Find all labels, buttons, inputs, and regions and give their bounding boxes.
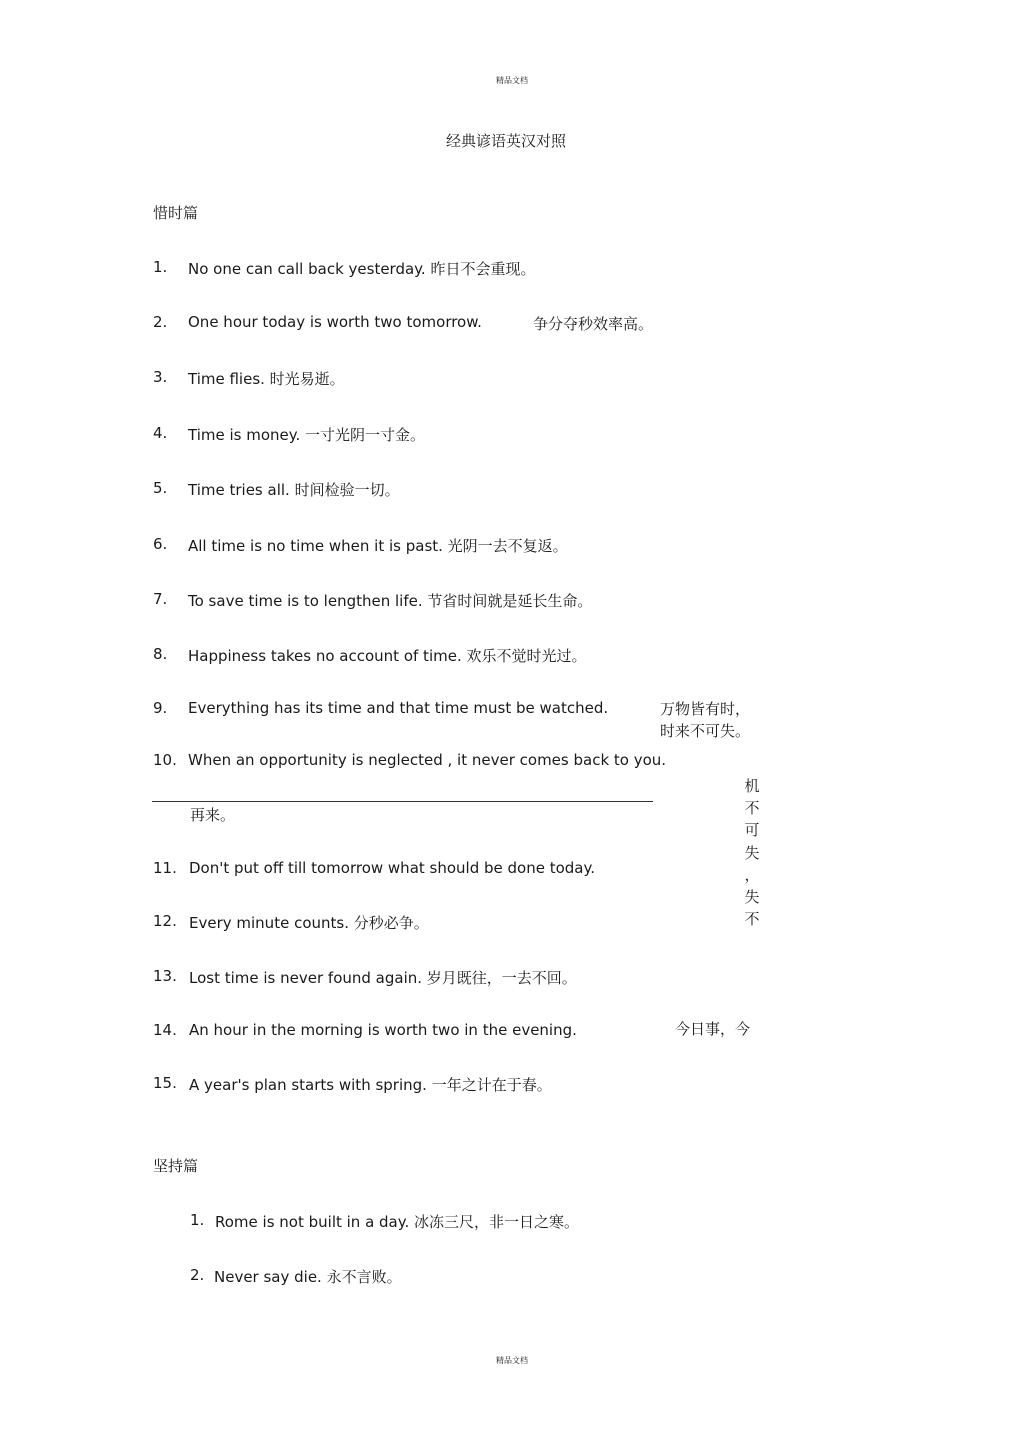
item-number: 13. [153,967,177,985]
item-text: Never say die. 永不言败。 [214,1268,402,1286]
item-text: An hour in the morning is worth two in the evening. [189,1021,577,1039]
vertical-char: 可 [744,821,760,839]
item-number: 2. [190,1266,205,1284]
document-title: 经典谚语英汉对照 [445,132,566,150]
item-text: Don't put off till tomorrow what should be done today. [189,859,595,877]
item-translation: 今日事，今 [675,1020,751,1038]
item-text: Lost time is never found again. 岁月既往，一去不回。 [189,969,577,987]
item-text: No one can call back yesterday. 昨日不会重现。 [188,260,536,278]
item-number: 12. [153,912,177,930]
item-number: 9. [153,699,168,717]
vertical-char: 失 [744,888,760,906]
item-number: 6. [153,535,168,553]
section-heading-time: 惜时篇 [153,204,199,222]
item-number: 14. [153,1021,177,1039]
page-header: 精品文档 [496,76,528,85]
underline-rule [152,801,653,802]
item-text: A year's plan starts with spring. 一年之计在于春。 [189,1076,552,1094]
section-heading-persistence: 坚持篇 [153,1157,199,1175]
item-translation: 时来不可失。 [660,722,751,740]
item-number: 3. [153,368,168,386]
item-number: 15. [153,1074,177,1092]
item-text: Time is money. 一寸光阴一寸金。 [188,426,426,444]
item-text: One hour today is worth two tomorrow. [188,313,482,331]
vertical-char: 不 [744,799,760,817]
item-translation: 争分夺秒效率高。 [533,315,654,333]
item-text: When an opportunity is neglected , it never comes back to you. [188,751,667,769]
vertical-char: 机 [744,777,760,795]
item-number: 5. [153,479,168,497]
item-number: 1. [190,1211,205,1229]
item-number: 4. [153,424,168,442]
item-text: Time flies. 时光易逝。 [188,370,345,388]
item-continuation: 再来。 [190,806,236,824]
item-text: Everything has its time and that time must be watched. [188,699,609,717]
item-text: To save time is to lengthen life. 节省时间就是延长生命。 [188,592,593,610]
item-number: 7. [153,590,168,608]
item-translation: 万物皆有时， [660,700,751,718]
page-footer: 精品文档 [496,1356,528,1365]
item-text: Time tries all. 时间检验一切。 [188,481,400,499]
item-number: 8. [153,645,168,663]
vertical-char: ， [744,866,760,884]
vertical-char: 不 [744,910,760,928]
item-number: 11. [153,859,177,877]
item-text: Every minute counts. 分秒必争。 [189,914,429,932]
item-text: All time is no time when it is past. 光阴一去不复返。 [188,537,568,555]
item-text: Rome is not built in a day. 冰冻三尺，非一日之寒。 [215,1213,580,1231]
item-text: Happiness takes no account of time. 欢乐不觉时光过。 [188,647,587,665]
item-number: 10. [153,751,177,769]
vertical-char: 失 [744,844,760,862]
item-number: 1. [153,258,168,276]
item-number: 2. [153,313,168,331]
